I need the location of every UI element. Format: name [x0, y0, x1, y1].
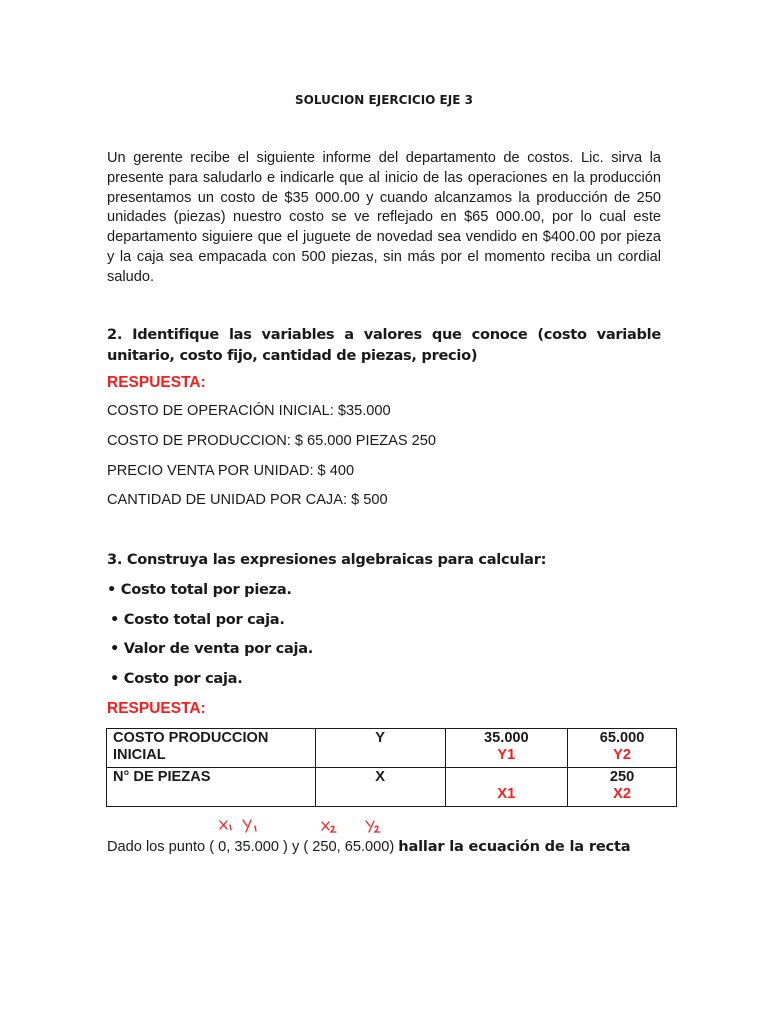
table-cell-value2 [568, 729, 677, 768]
handwritten-y1 [243, 820, 256, 832]
intro-paragraph: Un gerente recibe el siguiente informe del departamento de costos. Lic. sirva la presente para saludarlo e indicarle que al inicio de las operaciones en la producción presentamos un costo de $35 000.00 y cuando alcanzamos la producción de 250 unidades (piezas) nuestro costo se ve reflejado en $65 000.00, por lo cual este departamento siguiere que el juguete de novedad sea vendido en $400.00 por pieza y la caja sea empacada con 500 piezas, sin más por el momento reciba un cordial saludo. [107, 150, 661, 285]
table-row [107, 768, 677, 807]
table-cell-variable: X [315, 768, 445, 807]
answer-units-per-box: CANTIDAD DE UNIDAD POR CAJA: $ 500 [107, 492, 388, 508]
answer-label-q3: RESPUESTA: [107, 700, 206, 717]
final-plain-text: Dado los punto ( 0, 35.000 ) y ( 250, 65.000) [107, 839, 399, 855]
bullet-total-cost-box: • Costo total por caja. [110, 611, 285, 628]
cell-value: 35.000 [484, 730, 529, 746]
table-cell-value1 [445, 768, 568, 807]
bullet-cost-box: • Costo por caja. [110, 670, 243, 687]
cell-tag: Y2 [613, 747, 631, 763]
handwritten-annotations [210, 816, 390, 838]
cell-value: 65.000 [599, 730, 645, 746]
bullet-total-cost-piece: • Costo total por pieza. [107, 581, 292, 598]
table-cell-value2 [568, 768, 677, 807]
values-table [106, 728, 677, 807]
cell-tag: X1 [497, 786, 516, 802]
table-cell-variable: Y [315, 729, 445, 768]
answer-production-cost: COSTO DE PRODUCCION: $ 65.000 PIEZAS 250 [107, 433, 437, 449]
table-cell-value1 [445, 729, 568, 768]
cell-value [452, 769, 562, 786]
final-bold-text: hallar la ecuación de la recta [398, 838, 631, 855]
handwritten-x2 [322, 822, 336, 832]
table-row [107, 729, 677, 768]
handwritten-y2 [366, 821, 380, 832]
bullet-sale-value-box: • Valor de venta por caja. [110, 640, 314, 657]
answer-unit-price: PRECIO VENTA POR UNIDAD: $ 400 [107, 463, 355, 479]
page-title: SOLUCION EJERCICIO EJE 3 [295, 93, 473, 107]
table-cell-label: COSTO PRODUCCION INICIAL [107, 729, 316, 768]
cell-value: 250 [609, 769, 635, 785]
answer-label-q2: RESPUESTA: [107, 374, 206, 391]
cell-tag: Y1 [497, 747, 516, 763]
question-2: 2. Identifique las variables a valores que conoce (costo variable unitario, costo fijo, cantidad de piezas, precio) [107, 326, 661, 364]
question-3: 3. Construya las expresiones algebraicas para calcular: [107, 551, 547, 568]
answer-initial-cost: COSTO DE OPERACIÓN INICIAL: $35.000 [107, 403, 391, 419]
cell-tag: X2 [613, 786, 631, 802]
handwritten-x1 [220, 821, 231, 830]
final-statement [107, 838, 630, 855]
table-cell-label: N° DE PIEZAS [107, 768, 316, 807]
